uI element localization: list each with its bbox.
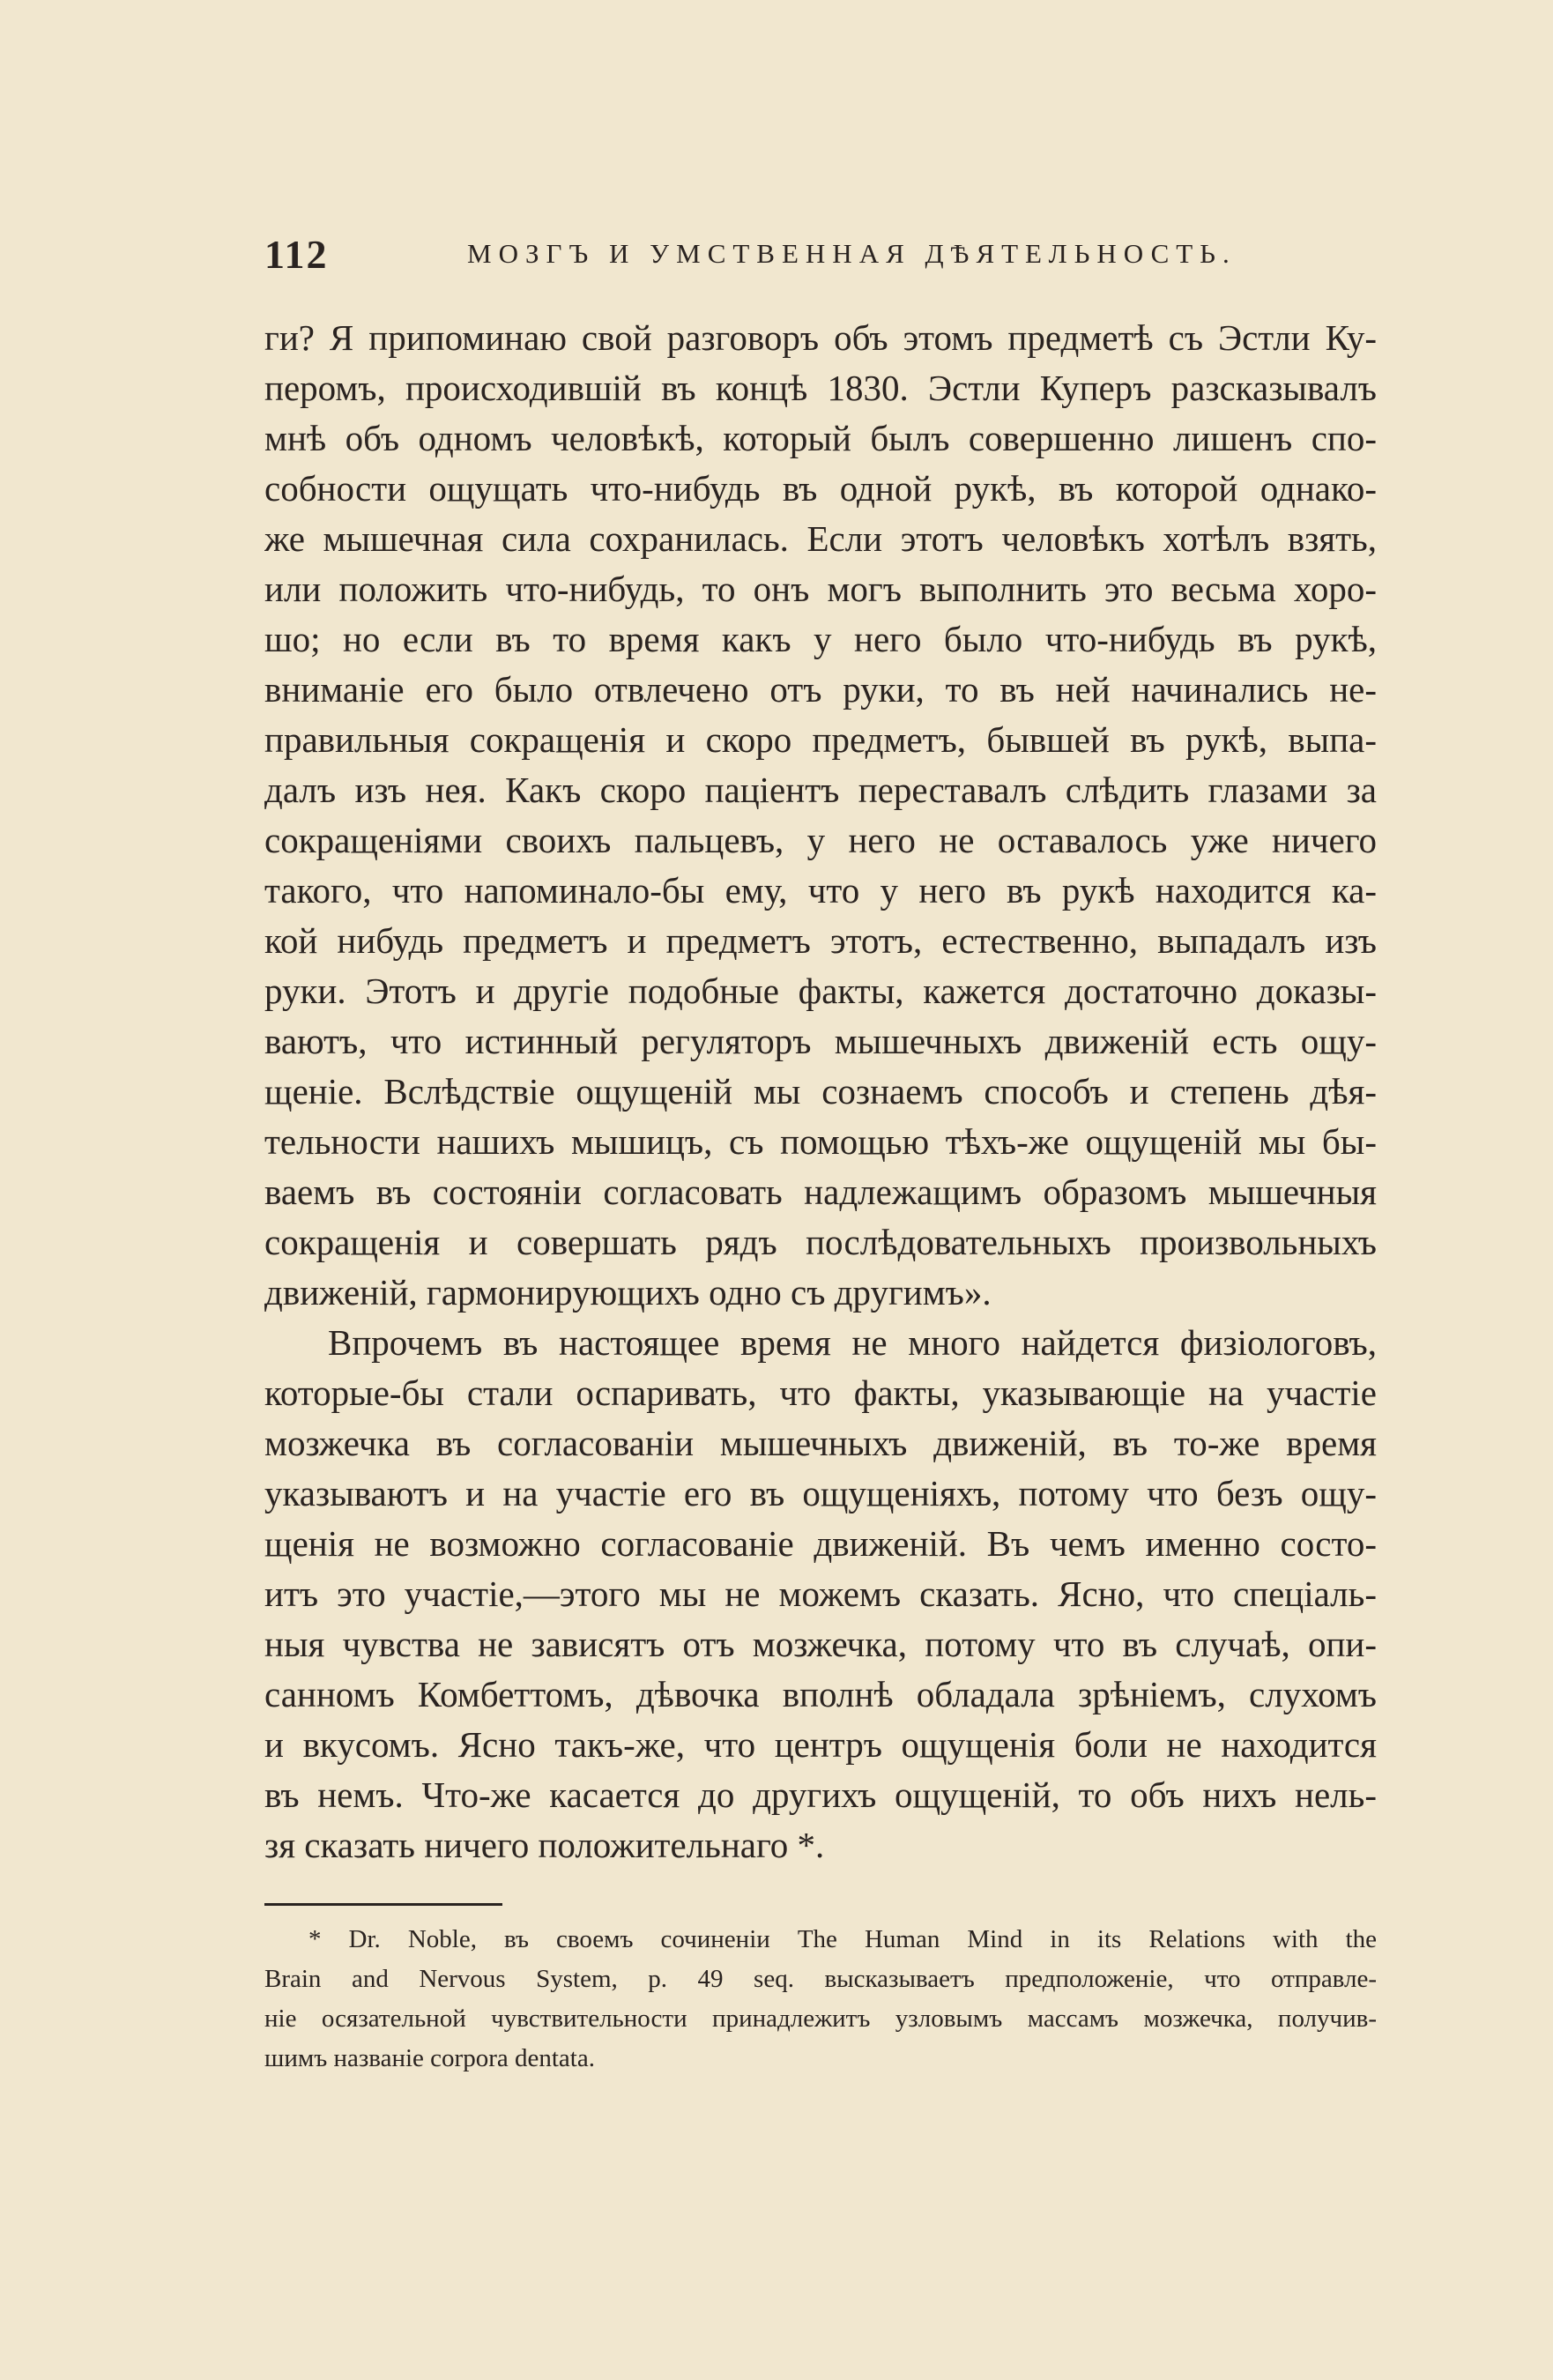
page-header xyxy=(264,231,1237,277)
page-number: 112 xyxy=(264,232,329,277)
text-line: движеній, гармонирующихъ одно съ другимъ». xyxy=(264,1272,992,1313)
footnote-line: шимъ названіе corpora dentata. xyxy=(264,2044,595,2072)
text-line: которые-бы стали оспаривать, что факты, указывающіе на участіе xyxy=(264,1372,1377,1413)
text-line: шо; но если въ то время какъ у него было что-нибудь въ рукѣ, xyxy=(264,619,1377,659)
text-line: Впрочемъ въ настоящее время не много найдется физіологовъ, xyxy=(328,1322,1377,1363)
text-line: вниманіе его было отвлечено отъ руки, то въ ней начинались не- xyxy=(264,669,1377,710)
footnote-line: * Dr. Noble, въ своемъ сочиненіи The Human Mind in its Relations with the xyxy=(308,1925,1377,1953)
text-line: далъ изъ нея. Какъ скоро паціентъ переставалъ слѣдить глазами за xyxy=(264,770,1377,810)
text-line: или положить что-нибудь, то онъ могъ выполнить это весьма хоро- xyxy=(264,569,1377,609)
text-line: щеніе. Вслѣдствіе ощущеній мы сознаемъ способъ и степень дѣя- xyxy=(264,1071,1377,1112)
paragraph-1 xyxy=(264,313,1377,1318)
text-line: собности ощущать что-нибудь въ одной рукѣ, въ которой однако- xyxy=(264,468,1377,509)
text-line: зя сказать ничего положительнаго *. xyxy=(264,1825,825,1865)
text-line: перомъ, происходившій въ концѣ 1830. Эстли Куперъ разсказывалъ xyxy=(264,368,1377,408)
paragraph-2 xyxy=(264,1318,1377,1871)
running-title: МОЗГЪ И УМСТВЕННАЯ ДѢЯТЕЛЬНОСТЬ. xyxy=(467,238,1237,269)
text-line: кой нибудь предметъ и предметъ этотъ, естественно, выпадалъ изъ xyxy=(264,920,1377,961)
text-line: сокращенія и совершать рядъ послѣдовательныхъ произвольныхъ xyxy=(264,1222,1377,1262)
text-line: въ немъ. Что-же касается до другихъ ощущеній, то объ нихъ нель- xyxy=(264,1774,1377,1815)
footnote-divider xyxy=(264,1903,502,1906)
text-line: тельности нашихъ мышицъ, съ помощью тѣхъ-же ощущеній мы бы- xyxy=(264,1121,1377,1162)
body-text xyxy=(264,313,1377,1871)
text-line: ги? Я припоминаю свой разговоръ объ этомъ предметѣ съ Эстли Ку- xyxy=(264,317,1377,358)
text-line: правильныя сокращенія и скоро предметъ, бывшей въ рукѣ, выпа- xyxy=(264,719,1377,760)
text-line: итъ это участіе,—этого мы не можемъ сказать. Ясно, что спеціаль- xyxy=(264,1573,1377,1614)
text-line: мнѣ объ одномъ человѣкѣ, который былъ совершенно лишенъ спо- xyxy=(264,418,1377,458)
text-line: руки. Этотъ и другіе подобные факты, кажется достаточно доказы- xyxy=(264,971,1377,1011)
text-line: и вкусомъ. Ясно такъ-же, что центръ ощущенія боли не находится xyxy=(264,1724,1377,1765)
text-line: санномъ Комбеттомъ, дѣвочка вполнѣ обладала зрѣніемъ, слухомъ xyxy=(264,1674,1377,1714)
footnote-line: ніе осязательной чувствительности принадлежитъ узловымъ массамъ мозжечка, получив- xyxy=(264,2004,1377,2033)
text-line: ныя чувства не зависятъ отъ мозжечка, потому что въ случаѣ, опи- xyxy=(264,1624,1377,1664)
text-line: сокращеніями своихъ пальцевъ, у него не оставалось уже ничего xyxy=(264,820,1377,860)
footnote-line: Brain and Nervous System, p. 49 seq. высказываетъ предположеніе, что отправле- xyxy=(264,1965,1377,1993)
text-line: указываютъ и на участіе его въ ощущеніяхъ, потому что безъ ощу- xyxy=(264,1473,1377,1514)
text-line: ваютъ, что истинный регуляторъ мышечныхъ движеній есть ощу- xyxy=(264,1021,1377,1061)
text-line: щенія не возможно согласованіе движеній. Въ чемъ именно состо- xyxy=(264,1523,1377,1564)
footnote xyxy=(264,1920,1377,2079)
text-line: ваемъ въ состояніи согласовать надлежащимъ образомъ мышечныя xyxy=(264,1171,1377,1212)
text-line: мозжечка въ согласованіи мышечныхъ движеній, въ то-же время xyxy=(264,1423,1377,1463)
text-line: такого, что напоминало-бы ему, что у него въ рукѣ находится ка- xyxy=(264,870,1377,911)
text-line: же мышечная сила сохранилась. Если этотъ человѣкъ хотѣлъ взять, xyxy=(264,518,1377,559)
